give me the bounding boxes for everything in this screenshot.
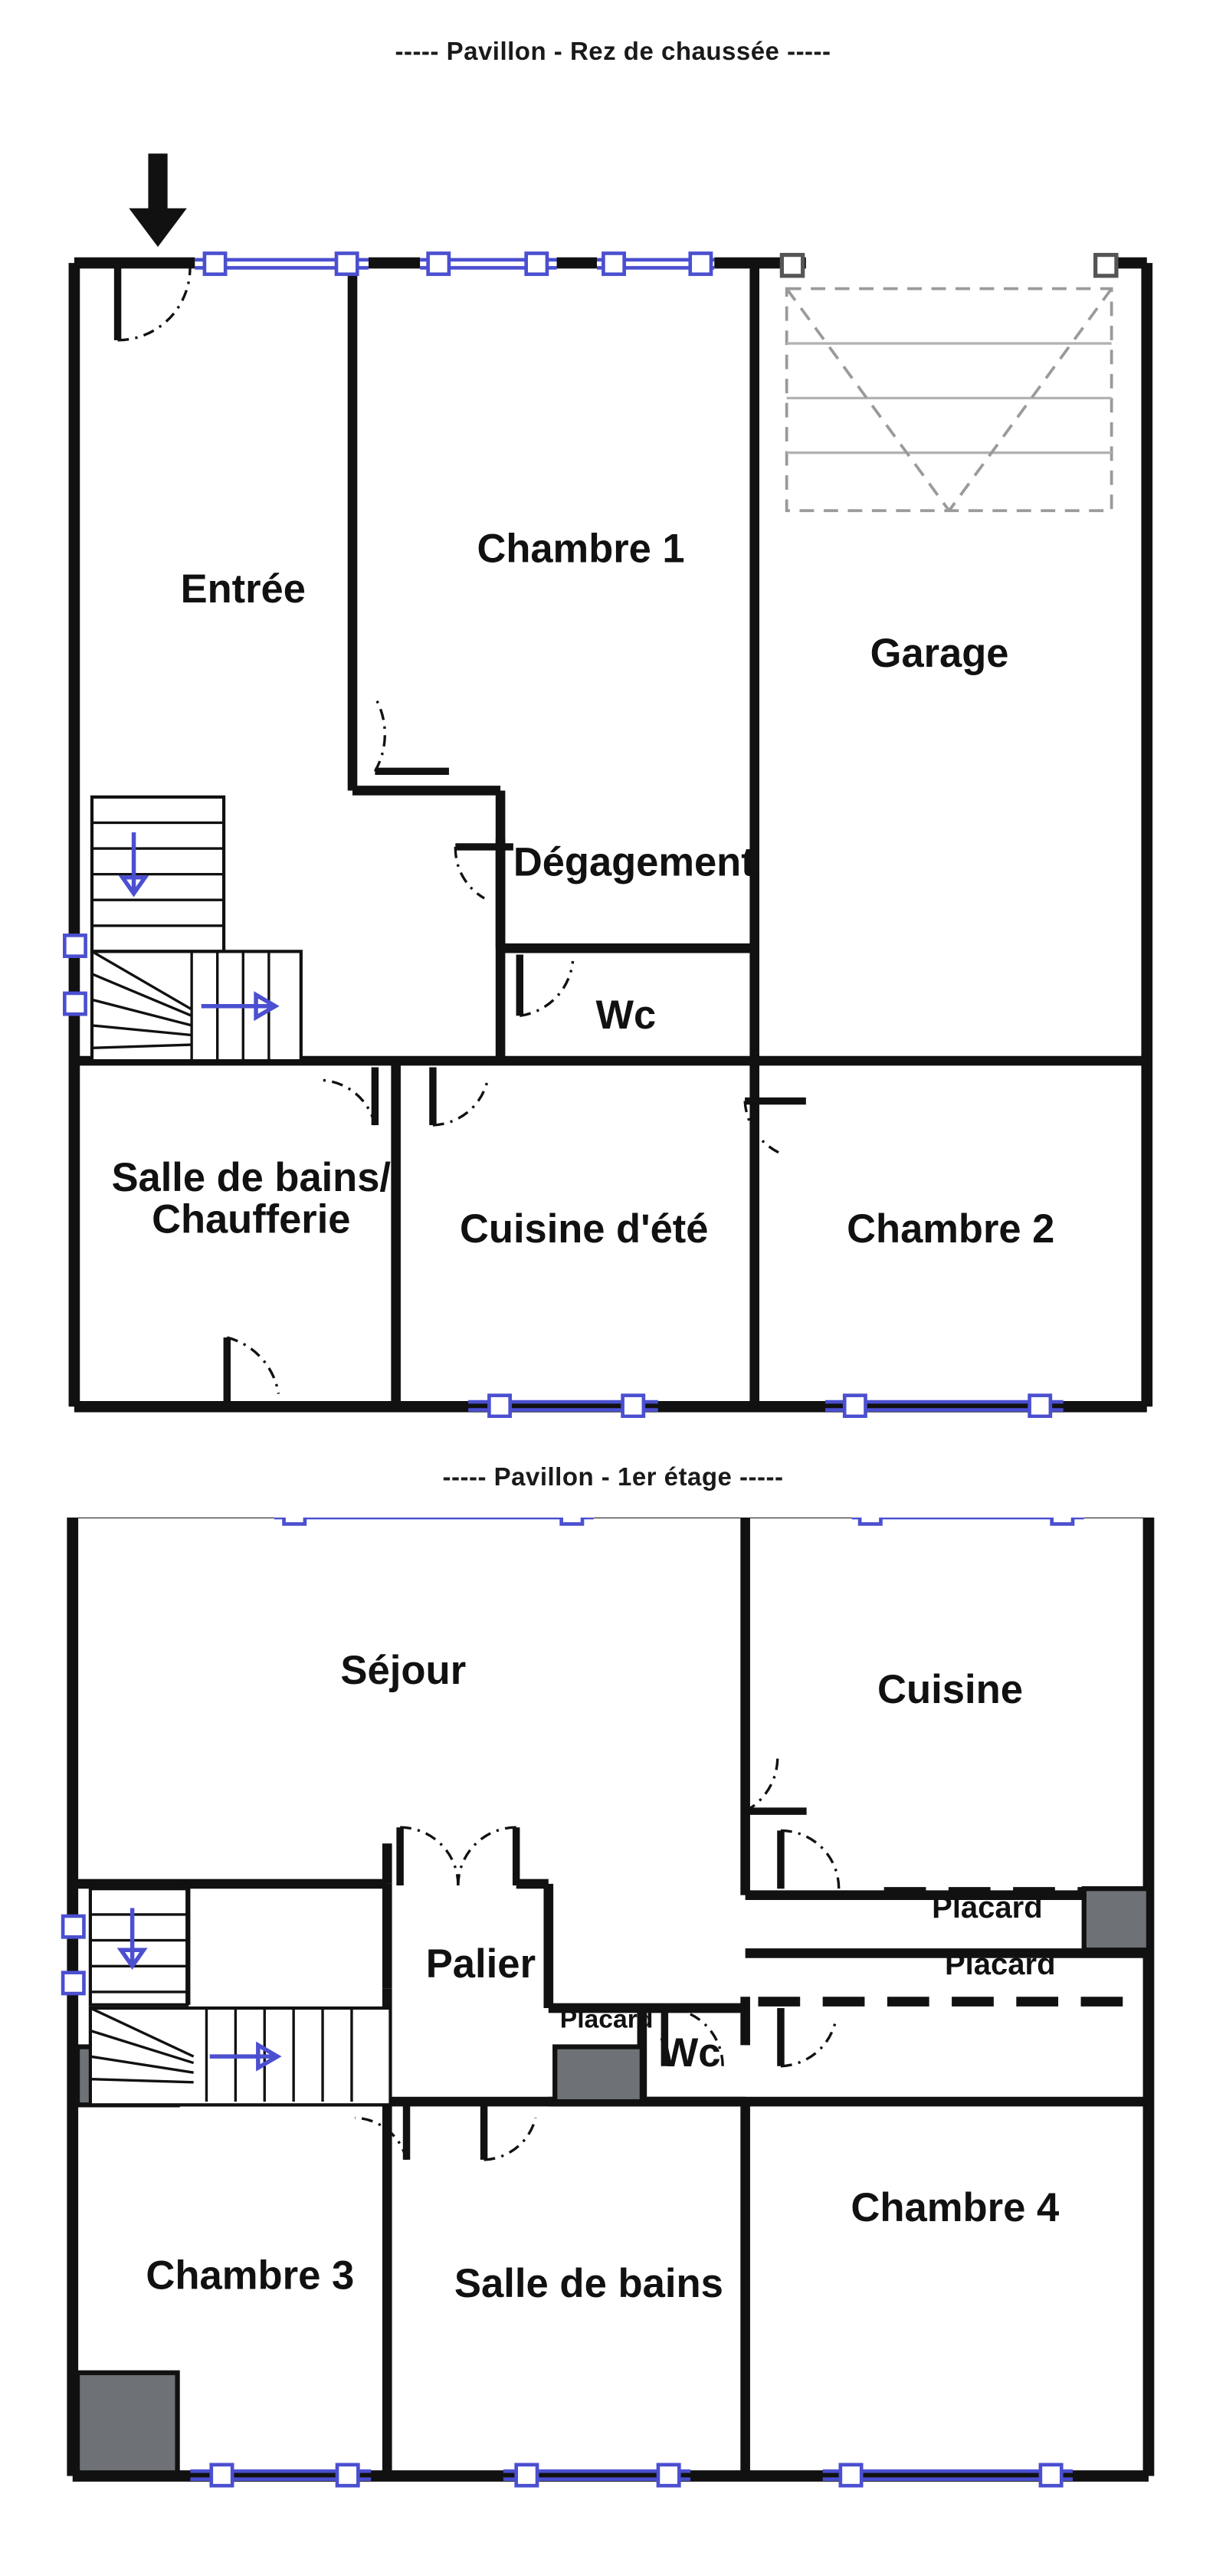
room-label-placard-3: Placard: [559, 2005, 654, 2034]
room-label-cuisine: Cuisine: [877, 1667, 1024, 1713]
room-label-placard-1: Placard: [932, 1891, 1043, 1925]
first-floor-title: ----- Pavillon - 1er étage -----: [442, 1462, 784, 1491]
room-label-wc-rdc: Wc: [595, 993, 657, 1039]
room-label-chambre-4: Chambre 4: [851, 2184, 1060, 2230]
ground-floor-title: ----- Pavillon - Rez de chaussée -----: [395, 37, 831, 65]
room-label-salle-de-bains: Salle de bains: [454, 2260, 723, 2306]
room-label-cuisine-dete: Cuisine d'été: [460, 1207, 709, 1252]
room-label-placard-2: Placard: [944, 1947, 1056, 1981]
room-label-chambre-3: Chambre 3: [146, 2253, 355, 2299]
room-label-wc-etage: Wc: [660, 2030, 721, 2076]
first-windows-top: [274, 1518, 1084, 1524]
first-staircase: [63, 1889, 390, 2105]
ground-floor-plan: [0, 115, 1226, 1418]
room-label-entree: Entrée: [180, 566, 306, 612]
room-label-salle-de-bains-chaufferie-1: Salle de bains/: [111, 1156, 391, 1201]
first-floor-plan: [0, 1518, 1226, 2560]
room-label-garage: Garage: [870, 631, 1009, 676]
garage-door-hatch: [782, 255, 1116, 511]
room-label-salle-de-bains-chaufferie-2: Chaufferie: [152, 1197, 351, 1242]
room-label-degagement: Dégagement: [513, 840, 755, 885]
room-label-sejour: Séjour: [340, 1647, 467, 1693]
entry-arrow-top: [129, 153, 187, 247]
ground-windows-top: [195, 253, 714, 274]
ground-staircase: [64, 797, 301, 1061]
room-label-palier: Palier: [425, 1941, 536, 1987]
room-label-chambre-1: Chambre 1: [477, 527, 685, 572]
room-label-chambre-2: Chambre 2: [847, 1207, 1055, 1252]
